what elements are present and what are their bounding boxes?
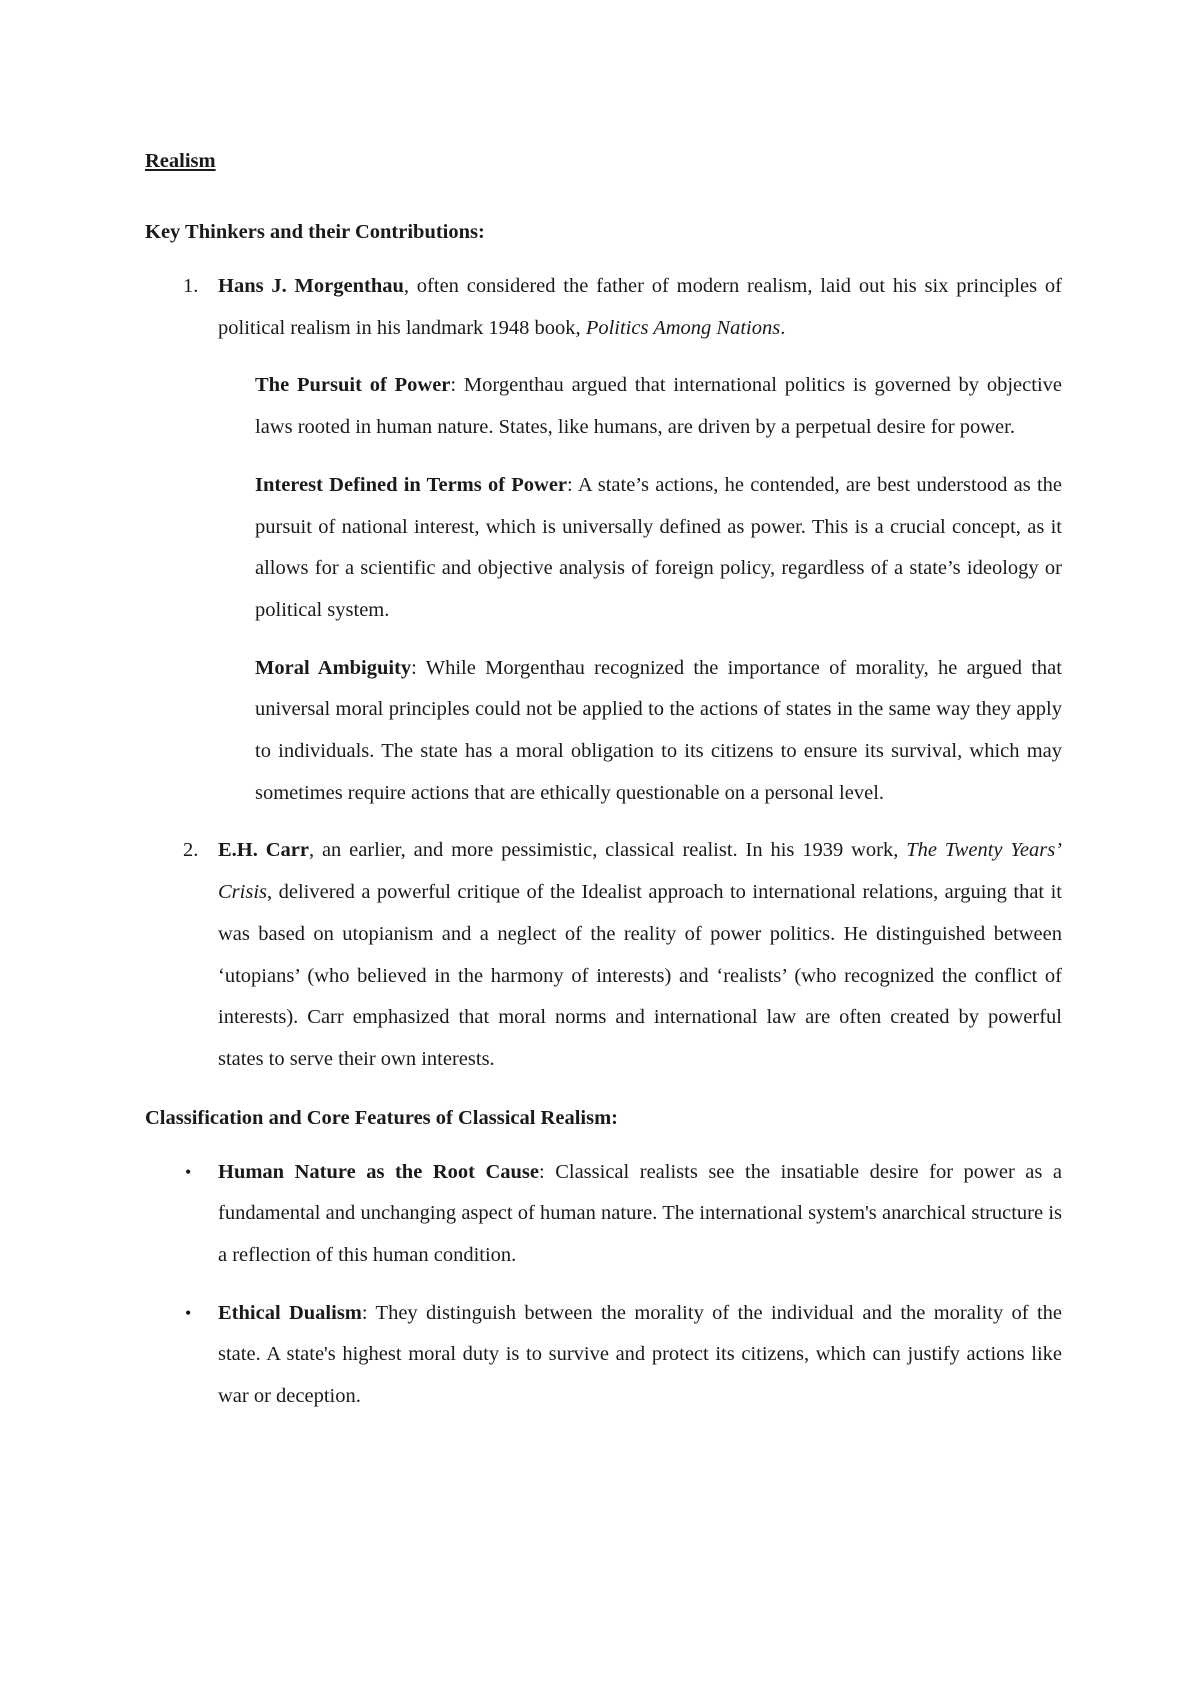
thinker-description: , often considered the father of modern realism, laid out his six principles of political realism in his landmark 1948 book, [218,275,1062,339]
subpoint-term: Interest Defined in Terms of Power [255,473,568,496]
subpoint-text: : Morgenthau argued that international politics is governed by objective laws rooted in human nature. States, like humans, are driven by a perpetual desire for power. [255,374,1062,439]
bullet-term: Human Nature as the Root Cause [218,1160,539,1183]
section-heading-classification: Classification and Core Features of Classical Realism: [145,1106,618,1129]
thinker-description-end: . [780,316,786,339]
subpoint-interest-defined [145,465,1062,632]
section-heading-key-thinkers: Key Thinkers and their Contributions: [145,221,485,243]
subpoint-pursuit-of-power [145,365,1062,448]
bullet-icon: • [185,1161,192,1182]
list-item-morgenthau [145,266,1062,349]
thinker-name: E.H. Carr [218,839,309,862]
subpoint-moral-ambiguity [145,648,1062,815]
thinker-description-end: , delivered a powerful critique of the Idealist approach to international relations, arguing that it was based on utopianism and a neglect of the reality of power politics. He distinguished between ‘utopians’ (who believed in the harmony of interests) and ‘realists’ (who recognized the conflict of interests). Carr emphasized that moral norms and international law are often created by powerful states to serve their own interests. [218,881,1062,1070]
bullet-item-human-nature [145,1152,1062,1277]
book-title: Politics Among Nations [585,316,781,339]
bullet-text: : They distinguish between the morality of the individual and the morality of the state. A state's highest moral duty is to survive and protect its citizens, which can justify actions like war or deception. [218,1301,1062,1408]
subpoint-text: : While Morgenthau recognized the importance of morality, he argued that universal moral principles could not be applied to the actions of states in the same way they apply to individuals. The state has a moral obligation to its citizens to ensure its survival, which may sometimes require actions that are ethically questionable on a personal level. [255,656,1062,804]
thinker-name: Hans J. Morgenthau [218,275,404,297]
bullet-term: Ethical Dualism [218,1301,362,1324]
subpoint-term: The Pursuit of Power [255,374,451,397]
thinker-description: , an earlier, and more pessimistic, classical realist. In his 1939 work, [308,839,907,862]
bullet-icon: • [185,1302,192,1323]
subpoint-text: : A state’s actions, he contended, are best understood as the pursuit of national interest, which is universally defined as power. This is a crucial concept, as it allows for a scientific and objective analysis of foreign policy, regardless of a state’s ideology or political system. [255,473,1063,621]
document-page [145,140,1062,1434]
subpoint-term: Moral Ambiguity [255,656,412,679]
bullet-item-ethical-dualism [145,1293,1062,1418]
list-number: 2. [183,839,199,862]
list-number: 1. [183,275,199,297]
bullet-text: : Classical realists see the insatiable desire for power as a fundamental and unchanging aspect of human nature. The international system's anarchical structure is a reflection of this human condition. [218,1160,1062,1267]
book-title: The Twenty Years’ Crisis [218,839,1063,904]
list-item-carr [145,830,1062,1080]
document-title: Realism [145,150,216,172]
